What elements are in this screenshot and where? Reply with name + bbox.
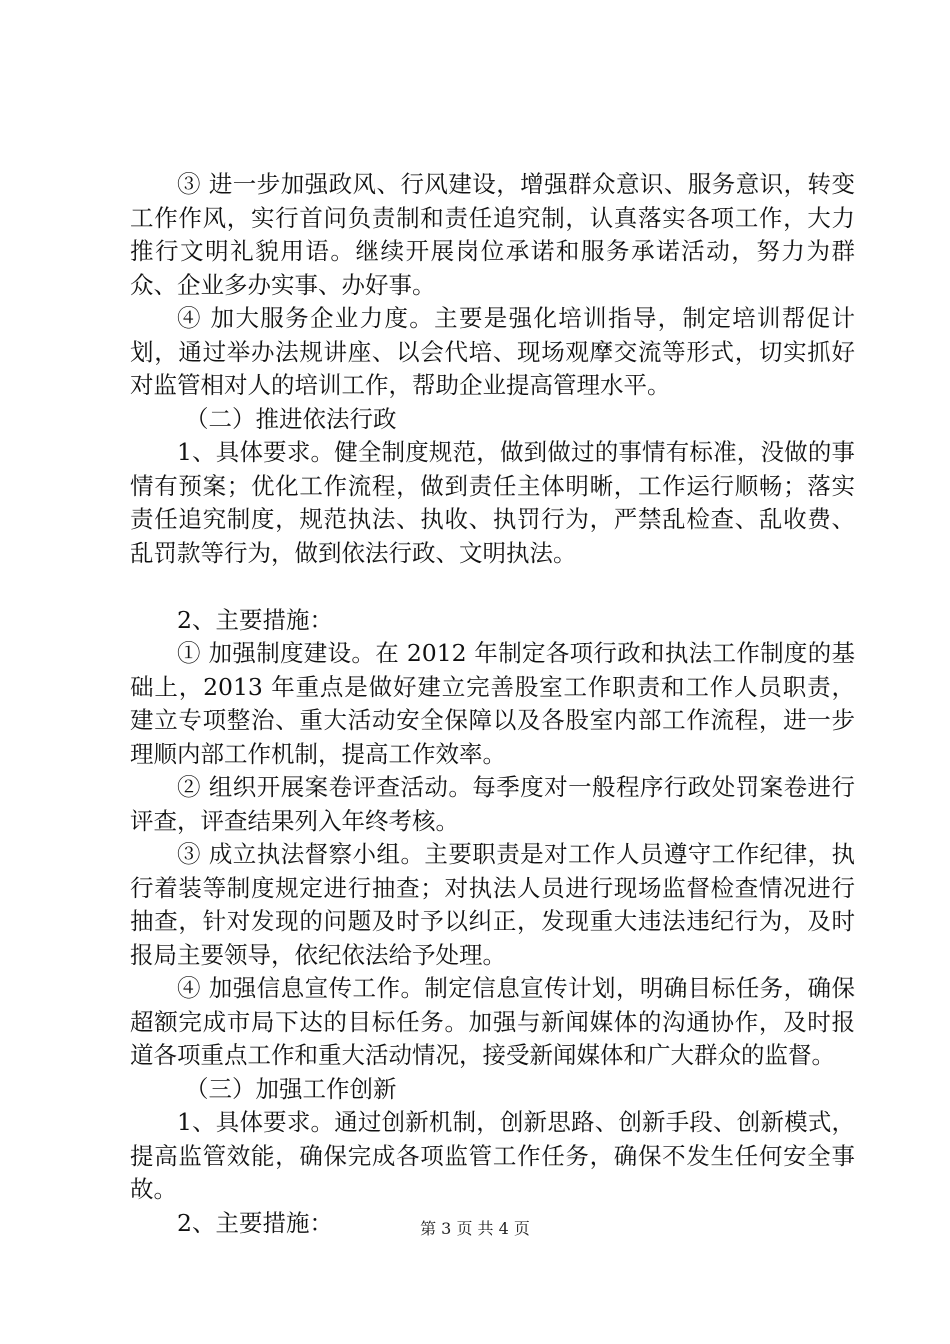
section-heading-2: （二）推进依法行政 xyxy=(185,404,397,433)
paragraph-item-4: ④ 加大服务企业力度。主要是强化培训指导，制定培训帮促计划，通过举办法规讲座、以会代培、现场观摩交流等形式，切实抓好对监管相对人的培训工作，帮助企业提高管理水平。 xyxy=(130,304,855,399)
paragraph-measures-heading: 2、主要措施： xyxy=(177,605,333,634)
page-footer: 第 3 页 共 4 页 xyxy=(420,1219,530,1238)
paragraph-measure-3: ③ 成立执法督察小组。主要职责是对工作人员遵守工作纪律，执行着装等制度规定进行抽查；对执法人员进行现场监督检查情况进行抽查，针对发现的问题及时予以纠正，发现重大违法违纪行为，及时报局主要领导，依纪依法给予处理。 xyxy=(130,840,855,969)
paragraph-requirements-3: 1、具体要求。通过创新机制，创新思路、创新手段、创新模式，提高监管效能，确保完成各项监管工作任务，确保不发生任何安全事故。 xyxy=(130,1108,855,1203)
document-body xyxy=(130,168,855,1240)
paragraph-measure-2: ② 组织开展案卷评查活动。每季度对一般程序行政处罚案卷进行评查，评查结果列入年终考核。 xyxy=(130,773,855,835)
paragraph-gap xyxy=(130,570,855,604)
paragraph-measure-4: ④ 加强信息宣传工作。制定信息宣传计划，明确目标任务，确保超额完成市局下达的目标任务。加强与新闻媒体的沟通协作，及时报道各项重点工作和重大活动情况，接受新闻媒体和广大群众的监督。 xyxy=(130,974,855,1069)
paragraph-item-3: ③ 进一步加强政风、行风建设，增强群众意识、服务意识，转变工作作风，实行首问负责制和责任追究制，认真落实各项工作，大力推行文明礼貌用语。继续开展岗位承诺和服务承诺活动，努力为群众、企业多办实事、办好事。 xyxy=(130,170,855,299)
paragraph-measures-heading-3: 2、主要措施： xyxy=(177,1208,333,1237)
paragraph-measure-1: ① 加强制度建设。在 2012 年制定各项行政和执法工作制度的基础上，2013 年重点是做好建立完善股室工作职责和工作人员职责，建立专项整治、重大活动安全保障以及各股室内部工作流程，进一步理顺内部工作机制，提高工作效率。 xyxy=(130,639,855,768)
paragraph-requirements: 1、具体要求。健全制度规范，做到做过的事情有标准，没做的事情有预案；优化工作流程，做到责任主体明晰，工作运行顺畅；落实责任追究制度，规范执法、执收、执罚行为，严禁乱检查、乱收费、乱罚款等行为，做到依法行政、文明执法。 xyxy=(130,438,855,567)
section-heading-3: （三）加强工作创新 xyxy=(185,1074,397,1103)
